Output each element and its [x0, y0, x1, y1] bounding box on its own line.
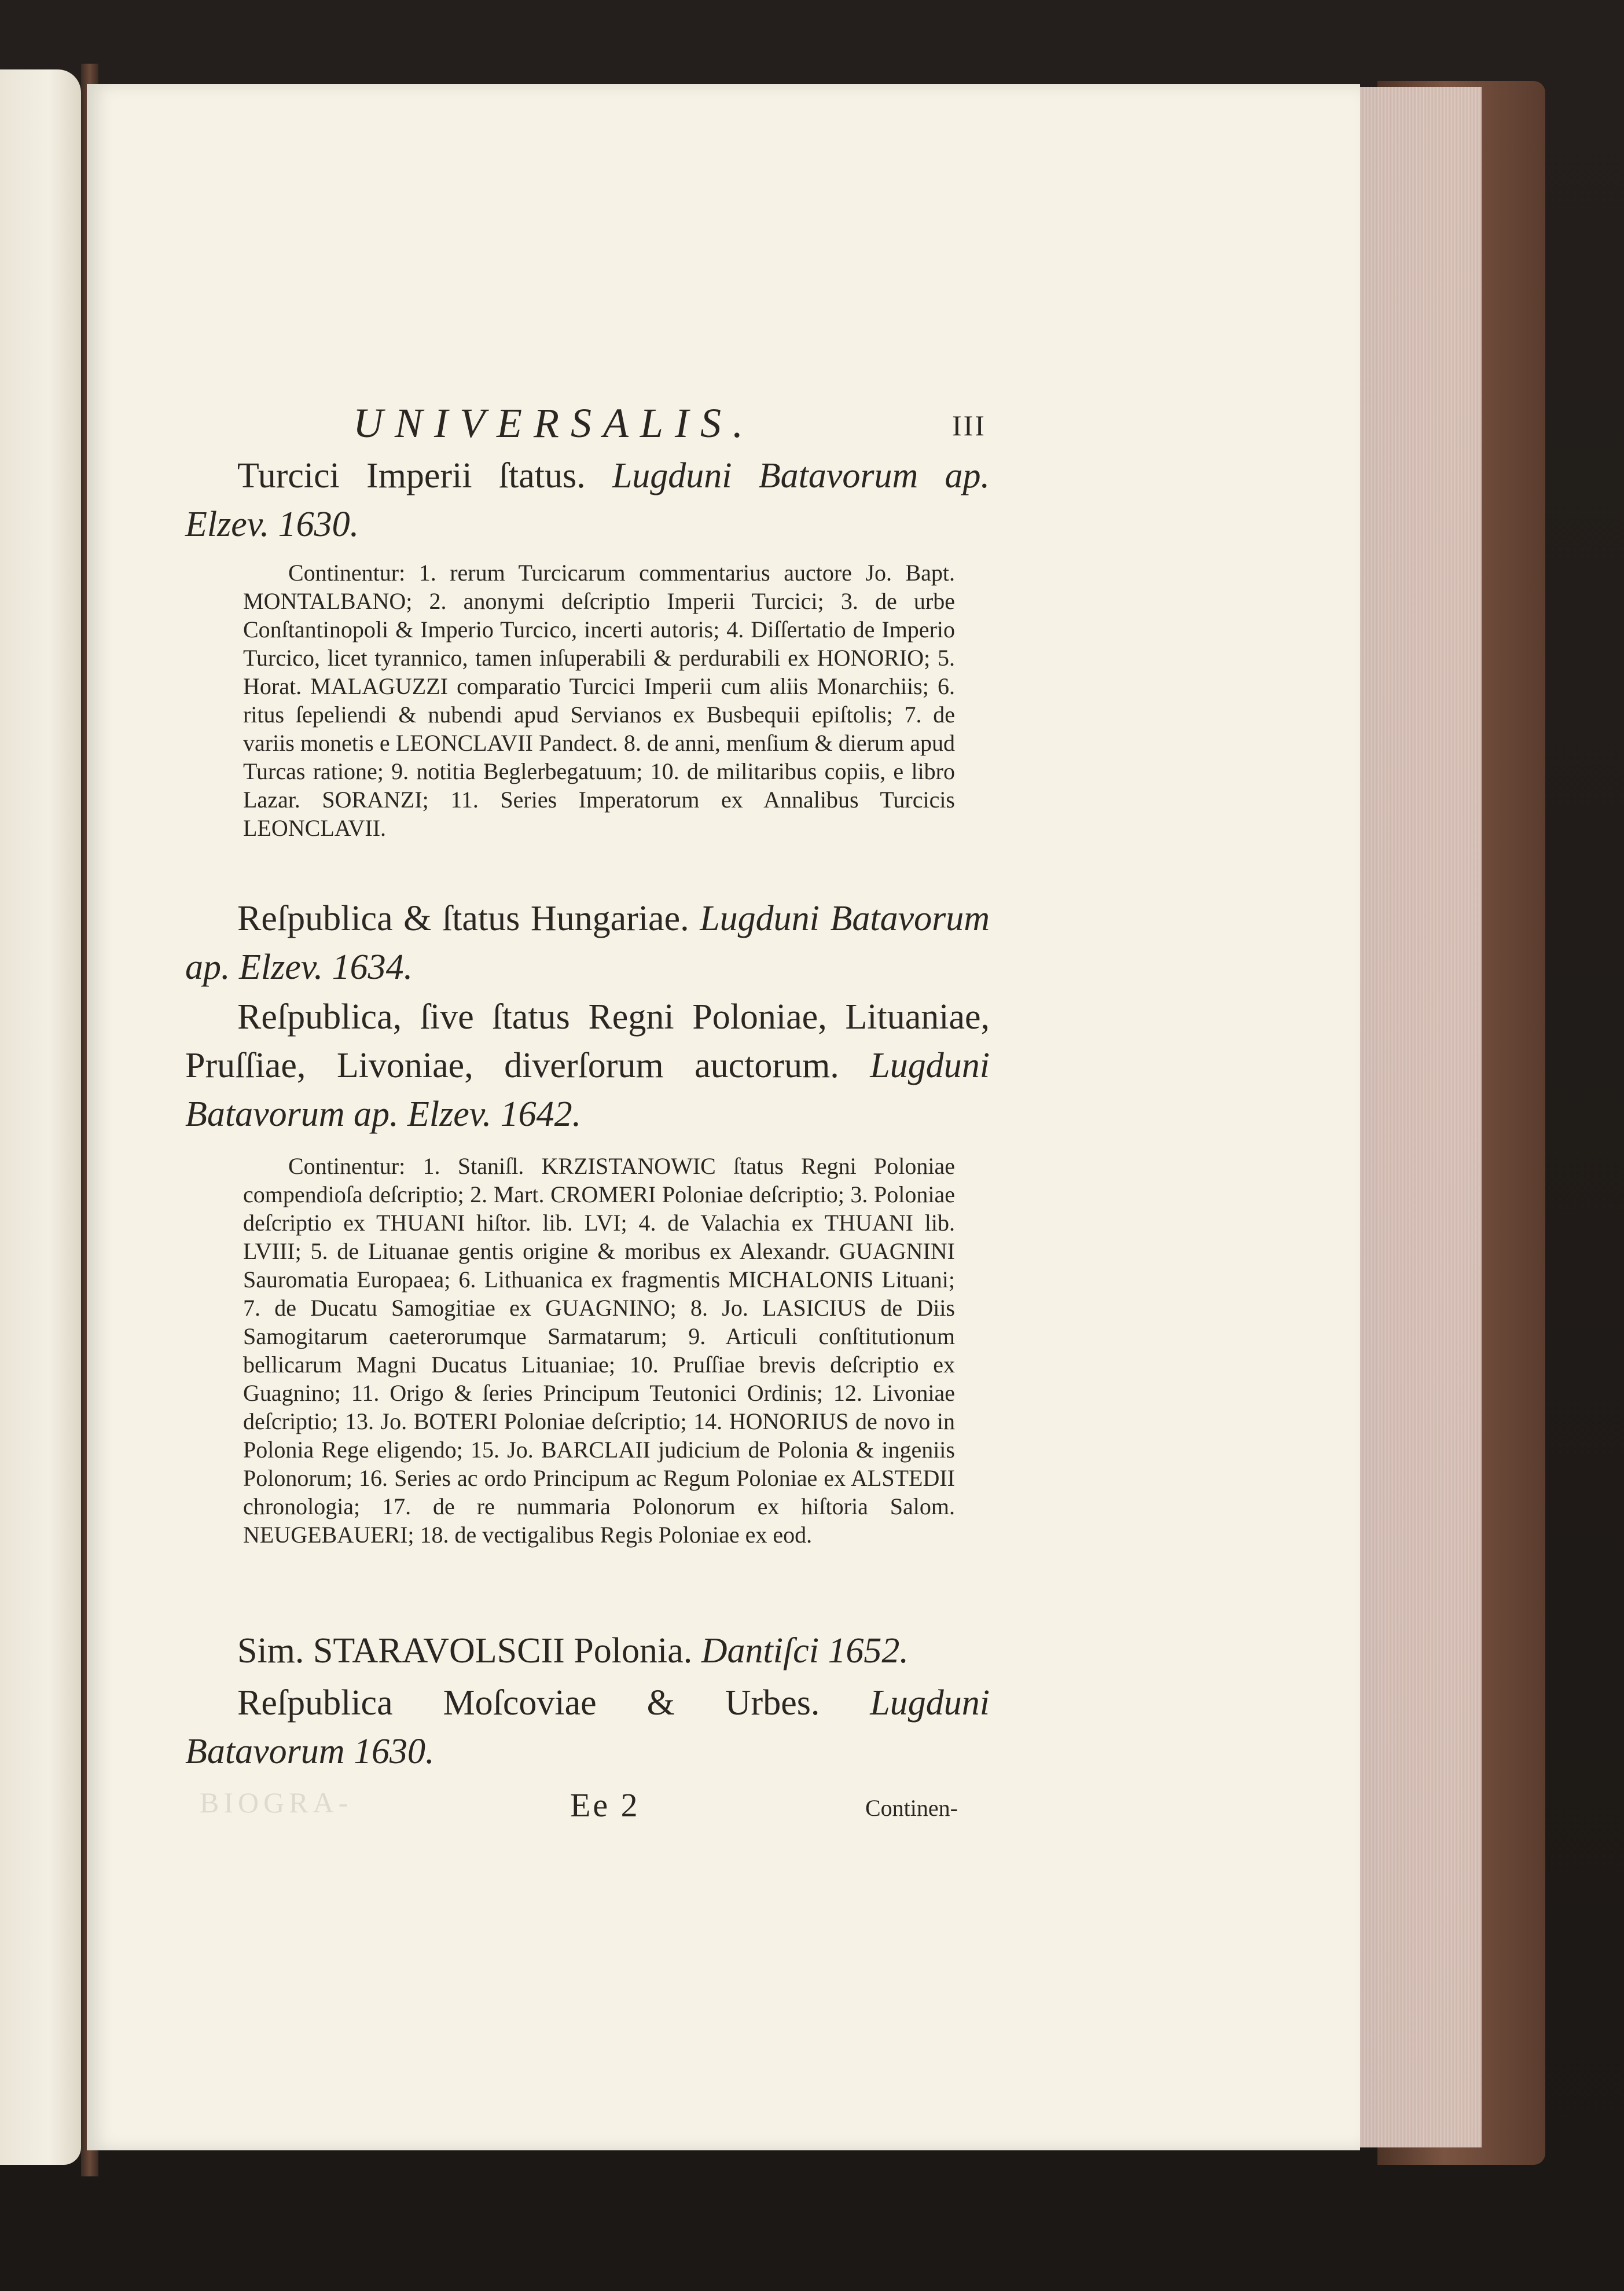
entry-title: Reſpublica, ſive ſtatus Regni Poloniae, Lituaniae, Pruſſiae, Livoniae, diverſorum auctorum. — [185, 997, 990, 1085]
entry-imprint: Lugduni Batavorum ap. Elzev. 1642. — [185, 1046, 990, 1134]
entry-1 — [185, 451, 990, 549]
catchword: Continen- — [865, 1795, 958, 1821]
page-block-edges — [1354, 87, 1482, 2147]
entry-contents — [243, 559, 955, 842]
left-page-edge — [0, 69, 81, 2165]
entry-imprint: Lugduni Batavorum ap. Elzev. 1630. — [185, 456, 990, 544]
entry-3 — [185, 993, 990, 1139]
entry-2 — [185, 894, 990, 992]
entry-title: Reſpublica & ſtatus Hungariae. — [237, 899, 689, 938]
entry-5 — [185, 1679, 990, 1776]
entry-4 — [185, 1627, 990, 1675]
entry-imprint: Dantiſci 1652. — [701, 1631, 909, 1670]
contents-text: Continentur: 1. rerum Turcicarum commentarius auctore Jo. Bapt. MONTALBANO; 2. anonymi deſcriptio Imperii Turcici; 3. de urbe Conſtantinopoli & Imperio Turcico, incerti autoris; 4. Diſſertatio de Imperio Turcico, licet tyrannico, tamen inſuperabili & perdurabili ex HONORIO; 5. Horat. MALAGUZZI comparatio Turcici Imperii cum aliis Monarchiis; 6. ritus ſepeliendi & nubendi apud Servianos ex Busbequii epiſtolis; 7. de variis monetis e LEONCLAVII Pandect. 8. de anni, menſium & dierum apud Turcas ratione; 9. notitia Beglerbegatuum; 10. de militaribus copiis, e libro Lazar. SORANZI; 11. Series Imperatorum ex Annalibus Turcicis LEONCLAVII. — [243, 560, 955, 841]
entry-imprint: Lugduni Batavorum 1630. — [185, 1683, 990, 1771]
entry-contents — [243, 1152, 955, 1549]
contents-text: Continentur: 1. Staniſl. KRZISTANOWIC ſtatus Regni Poloniae compendioſa deſcriptio; 2. Mart. CROMERI Poloniae deſcriptio; 3. Poloniae deſcriptio ex THUANI hiſtor. lib. LVI; 4. de Valachia ex THUANI lib. LVIII; 5. de Lituanae gentis origine & moribus ex Alexandr. GUAGNINI Sauromatia Europaea; 6. Lithuanica ex fragmentis MICHALONIS Lituani; 7. de Ducatu Samogitiae ex GUAGNINO; 8. Jo. LASICIUS de Diis Samogitarum caeterorumque Sarmatarum; 9. Articuli conſtitutionum bellicarum Magni Ducatus Lituaniae; 10. Pruſſiae brevis deſcriptio ex Guagnino; 11. Origo & ſeries Principum Teutonici Ordinis; 12. Livoniae deſcriptio; 13. Jo. BOTERI Poloniae deſcriptio; 14. HONORIUS de novo in Polonia Rege eligendo; 15. Jo. BARCLAII judicium de Polonia & ingeniis Polonorum; 16. Series ac ordo Principum ac Regum Poloniae ex ALSTEDII chronologia; 17. de re nummaria Polonorum ex hiſtoria Salom. NEUGEBAUERI; 18. de vectigalibus Regis Poloniae ex eod. — [243, 1153, 955, 1548]
showthrough-text: BIOGRA- — [200, 1786, 353, 1819]
signature-mark: Ee 2 — [570, 1786, 640, 1824]
page-number: III — [952, 409, 986, 442]
entry-imprint: Lugduni Batavorum ap. Elzev. 1634. — [185, 899, 990, 987]
entry-title: Reſpublica Moſcoviae & Urbes. — [237, 1683, 820, 1723]
entry-title: Sim. STARAVOLSCII Polonia. — [237, 1631, 693, 1670]
entry-title: Turcici Imperii ſtatus. — [237, 456, 586, 495]
running-head: UNIVERSALIS. — [353, 400, 755, 446]
